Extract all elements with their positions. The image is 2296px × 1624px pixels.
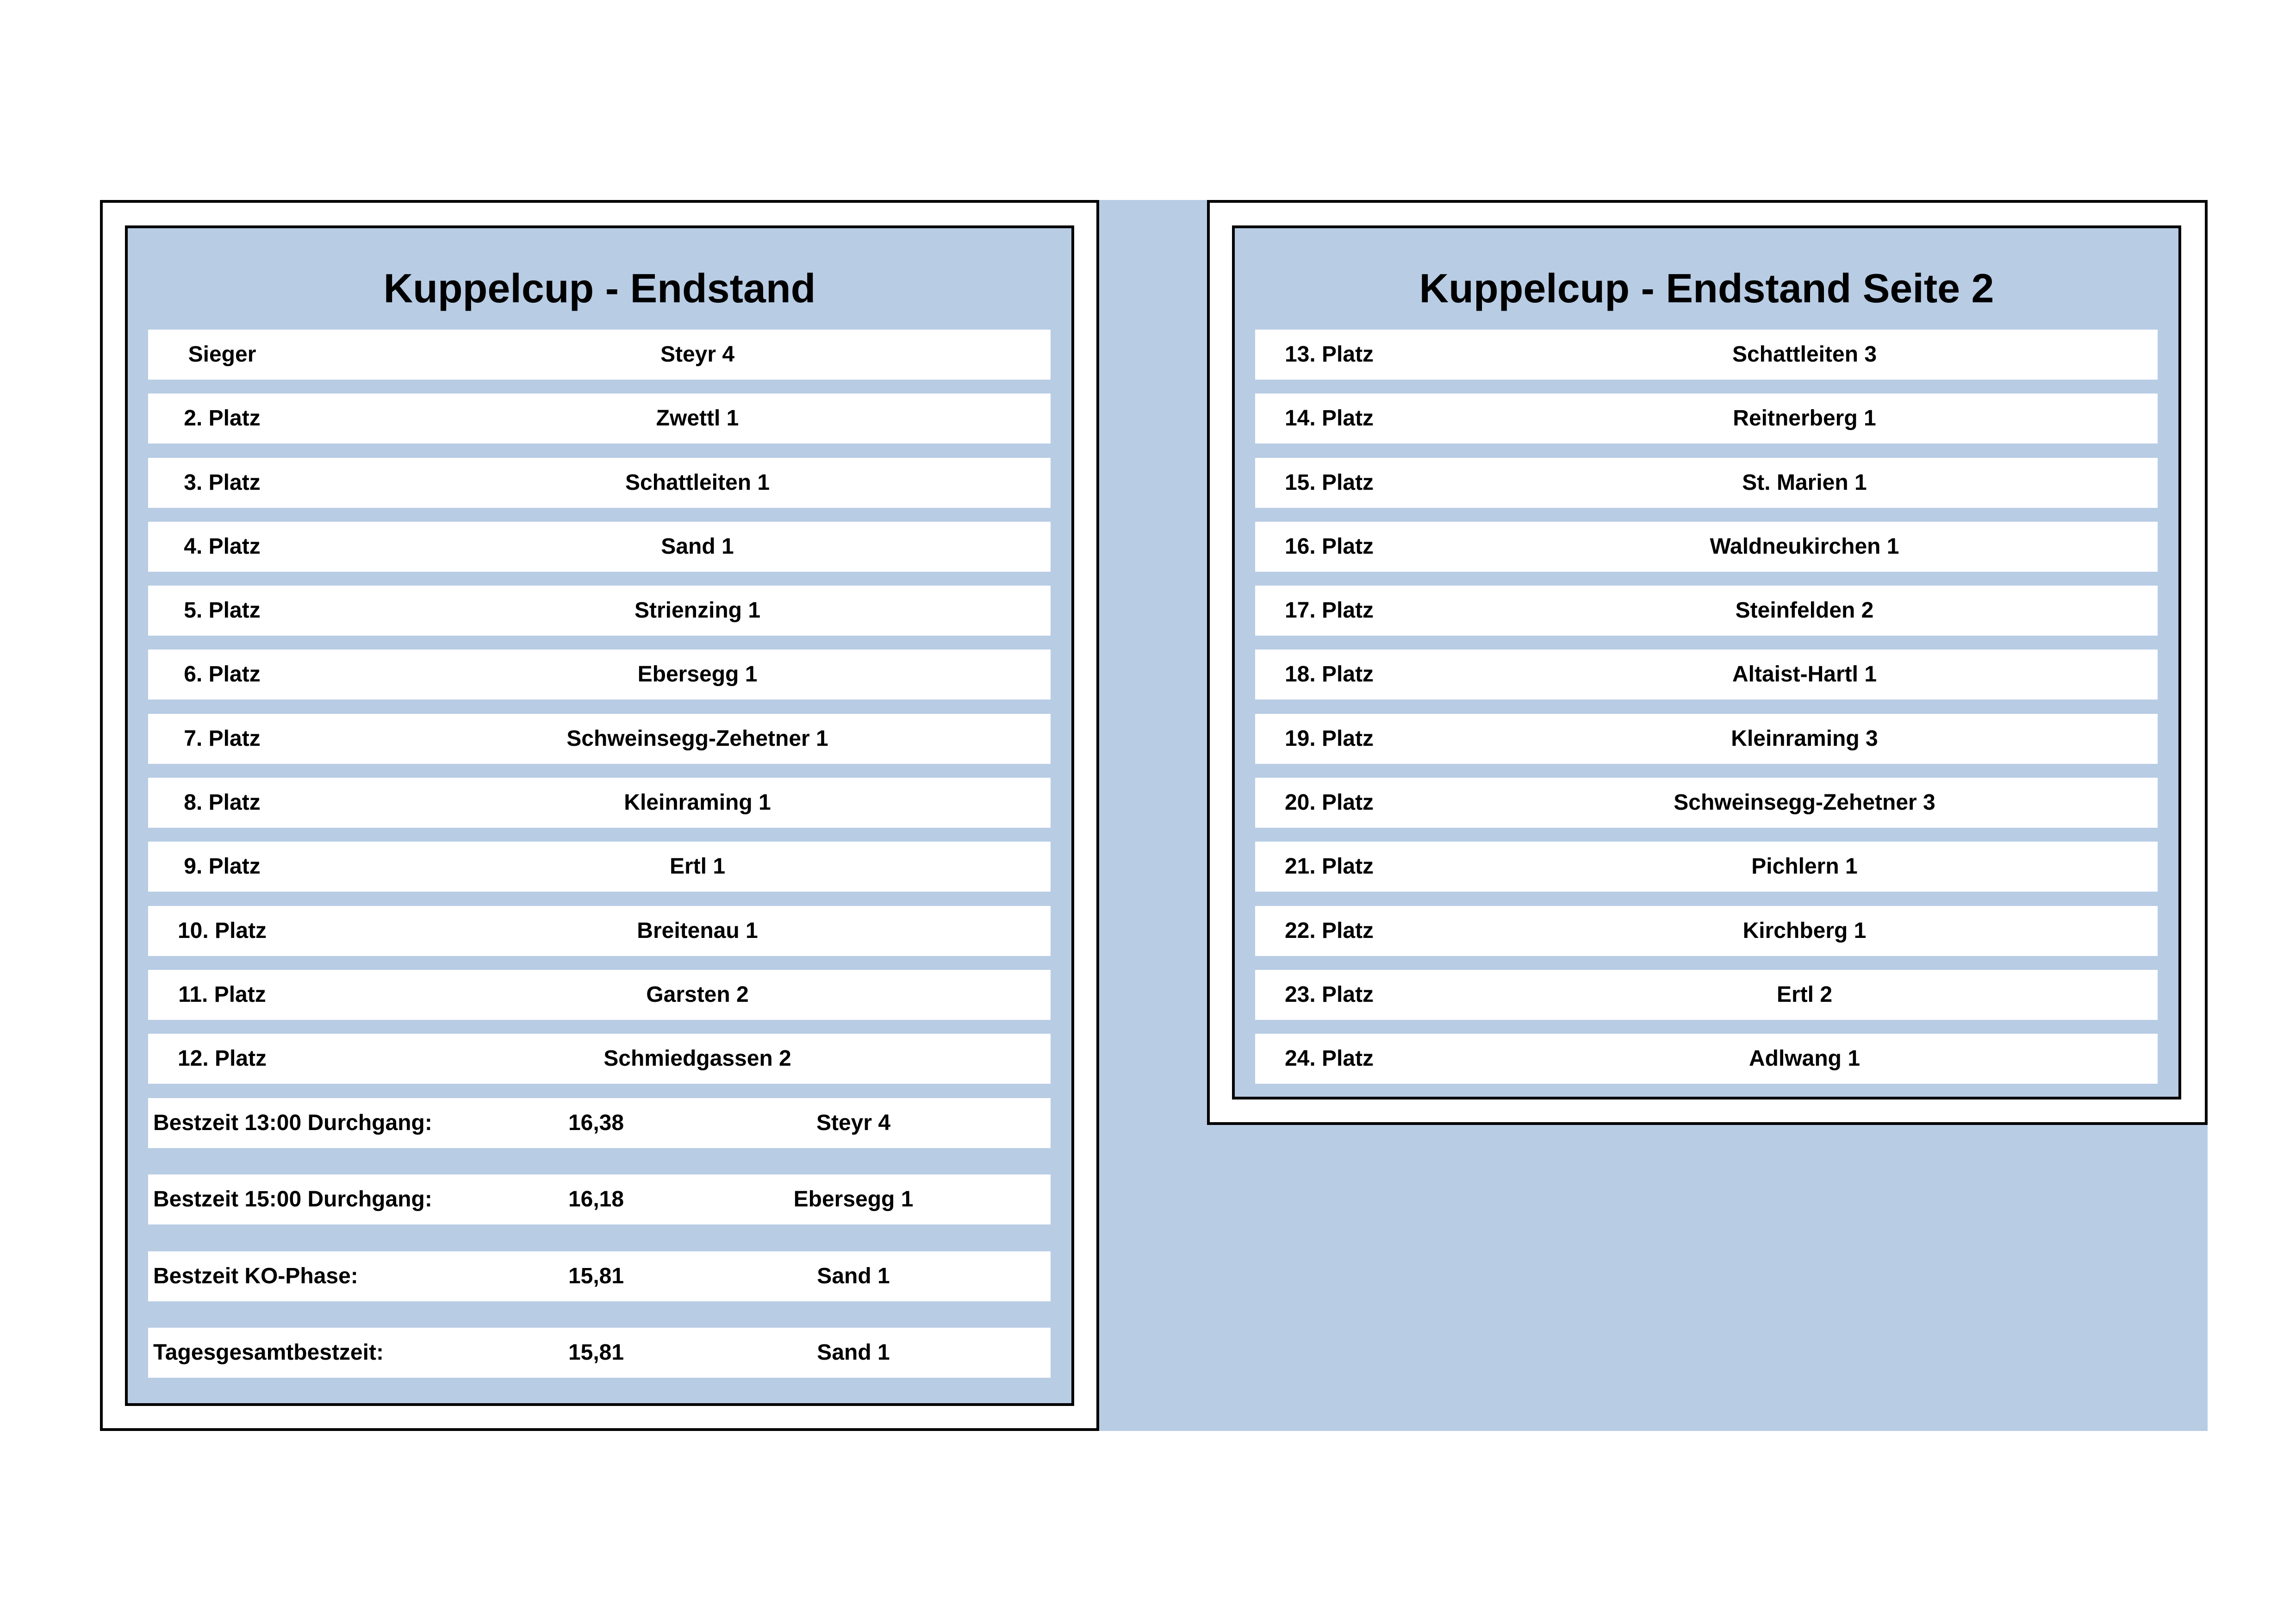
place-label: 16. Platz xyxy=(1284,534,1374,559)
place-label: 14. Platz xyxy=(1284,406,1374,431)
place-label: 13. Platz xyxy=(1284,342,1374,367)
place-label: 17. Platz xyxy=(1284,598,1374,623)
place-label: 21. Platz xyxy=(1284,854,1374,879)
team-name: Ertl 2 xyxy=(1776,982,1833,1007)
place-label: 8. Platz xyxy=(184,790,261,815)
team-name: Zwettl 1 xyxy=(656,406,739,431)
ranking-row xyxy=(1255,394,2158,443)
place-label: 12. Platz xyxy=(177,1046,267,1071)
ranking-row xyxy=(148,586,1051,636)
team-name: Adlwang 1 xyxy=(1748,1046,1860,1071)
ranking-row xyxy=(1255,906,2158,956)
ranking-row xyxy=(1255,842,2158,892)
best-time-team: Steyr 4 xyxy=(816,1111,891,1135)
ranking-row xyxy=(148,842,1051,892)
ranking-row xyxy=(1255,1034,2158,1084)
best-time-label: Bestzeit 13:00 Durchgang: xyxy=(153,1111,432,1135)
page-title: Kuppelcup - Endstand Seite 2 xyxy=(1419,265,1994,311)
ranking-row xyxy=(148,330,1051,380)
standings-frame-page-2 xyxy=(1207,200,2208,1125)
standings-frame-page-1 xyxy=(100,200,1099,1431)
team-name: Kleinraming 1 xyxy=(624,790,771,815)
team-name: St. Marien 1 xyxy=(1742,470,1867,495)
best-time-row xyxy=(148,1328,1051,1378)
best-time-row xyxy=(148,1251,1051,1301)
ranking-row xyxy=(148,1034,1051,1084)
ranking-row xyxy=(1255,330,2158,380)
place-label: Sieger xyxy=(188,342,256,367)
place-label: 2. Platz xyxy=(184,406,261,431)
place-label: 6. Platz xyxy=(184,662,261,687)
ranking-row xyxy=(148,522,1051,572)
ranking-row xyxy=(1255,778,2158,828)
ranking-row xyxy=(148,458,1051,508)
place-label: 23. Platz xyxy=(1284,982,1374,1007)
place-label: 5. Platz xyxy=(184,598,261,623)
team-name: Schmiedgassen 2 xyxy=(604,1046,791,1071)
best-time-team: Ebersegg 1 xyxy=(793,1187,914,1212)
ranking-row xyxy=(1255,458,2158,508)
team-name: Steinfelden 2 xyxy=(1735,598,1874,623)
page-title: Kuppelcup - Endstand xyxy=(383,265,816,311)
ranking-row xyxy=(148,778,1051,828)
place-label: 20. Platz xyxy=(1284,790,1374,815)
place-label: 10. Platz xyxy=(177,918,267,943)
best-time-label: Tagesgesamtbestzeit: xyxy=(153,1340,384,1365)
place-label: 15. Platz xyxy=(1284,470,1374,495)
best-time-row xyxy=(148,1098,1051,1148)
ranking-row xyxy=(1255,650,2158,700)
ranking-row xyxy=(1255,714,2158,764)
best-time-team: Sand 1 xyxy=(817,1263,890,1288)
ranking-row xyxy=(1255,970,2158,1020)
ranking-row xyxy=(148,714,1051,764)
team-name: Pichlern 1 xyxy=(1751,854,1858,879)
best-time-label: Bestzeit 15:00 Durchgang: xyxy=(153,1187,432,1212)
best-time-value: 16,38 xyxy=(568,1111,624,1135)
place-label: 19. Platz xyxy=(1284,726,1374,751)
ranking-row xyxy=(148,394,1051,443)
ranking-row xyxy=(1255,586,2158,636)
place-label: 11. Platz xyxy=(178,982,266,1007)
best-time-label: Bestzeit KO-Phase: xyxy=(153,1263,358,1288)
team-name: Garsten 2 xyxy=(646,982,749,1007)
ranking-list xyxy=(148,330,1051,1084)
best-times-list xyxy=(148,1098,1051,1378)
place-label: 22. Platz xyxy=(1284,918,1374,943)
team-name: Reitnerberg 1 xyxy=(1733,406,1876,431)
place-label: 4. Platz xyxy=(184,534,261,559)
best-time-value: 15,81 xyxy=(568,1340,624,1365)
team-name: Strienzing 1 xyxy=(634,598,761,623)
team-name: Waldneukirchen 1 xyxy=(1710,534,1899,559)
team-name: Kirchberg 1 xyxy=(1742,918,1867,943)
team-name: Schweinsegg-Zehetner 3 xyxy=(1674,790,1935,815)
place-label: 18. Platz xyxy=(1284,662,1374,687)
team-name: Schattleiten 3 xyxy=(1732,342,1877,367)
standings-card-page-2 xyxy=(1232,225,2181,1099)
ranking-list xyxy=(1255,330,2158,1084)
team-name: Schweinsegg-Zehetner 1 xyxy=(566,726,828,751)
team-name: Altaist-Hartl 1 xyxy=(1732,662,1877,687)
team-name: Ertl 1 xyxy=(669,854,726,879)
best-time-value: 15,81 xyxy=(568,1263,624,1288)
best-time-row xyxy=(148,1174,1051,1224)
standings-card-page-1 xyxy=(125,225,1074,1406)
place-label: 3. Platz xyxy=(184,470,261,495)
team-name: Schattleiten 1 xyxy=(625,470,770,495)
place-label: 24. Platz xyxy=(1284,1046,1374,1071)
place-label: 7. Platz xyxy=(184,726,261,751)
ranking-row xyxy=(1255,522,2158,572)
ranking-row xyxy=(148,906,1051,956)
place-label: 9. Platz xyxy=(184,854,261,879)
team-name: Breitenau 1 xyxy=(637,918,758,943)
best-time-team: Sand 1 xyxy=(817,1340,890,1365)
team-name: Sand 1 xyxy=(661,534,734,559)
ranking-row xyxy=(148,970,1051,1020)
best-time-value: 16,18 xyxy=(568,1187,624,1212)
ranking-row xyxy=(148,650,1051,700)
team-name: Ebersegg 1 xyxy=(637,662,758,687)
team-name: Steyr 4 xyxy=(660,342,735,367)
team-name: Kleinraming 3 xyxy=(1731,726,1878,751)
